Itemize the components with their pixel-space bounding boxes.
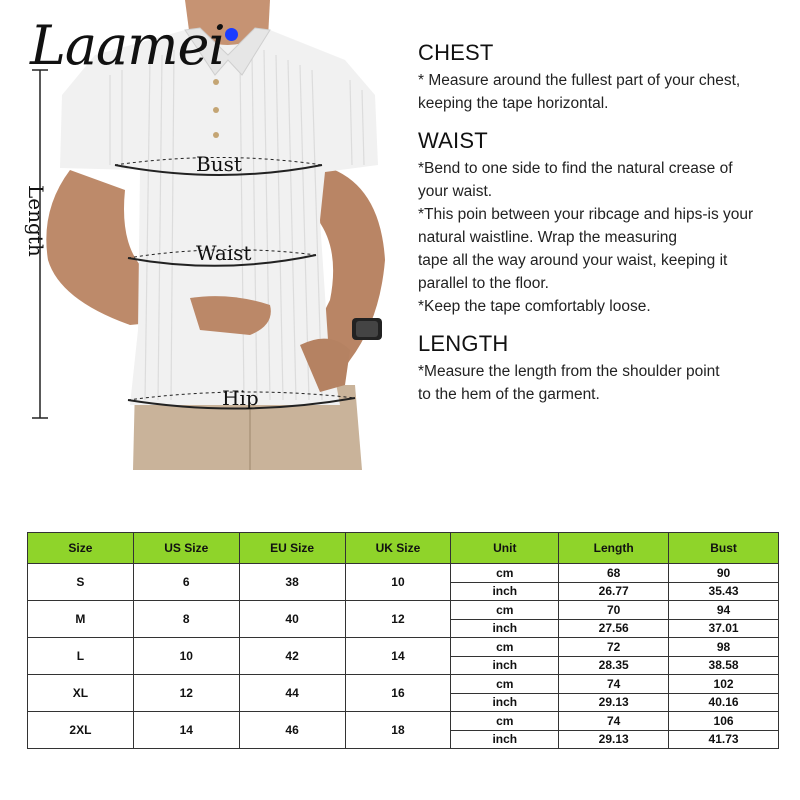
us-size-cell: 10 <box>133 638 239 675</box>
waist-label: Waist <box>196 241 252 265</box>
header-length: Length <box>559 533 669 564</box>
measurement-instructions <box>418 40 788 419</box>
eu-size-cell: 38 <box>239 564 345 601</box>
header-unit: Unit <box>451 533 559 564</box>
unit-cell: cm <box>451 601 559 620</box>
size-chart-table <box>27 532 779 749</box>
eu-size-cell: 40 <box>239 601 345 638</box>
bust-cell: 41.73 <box>669 730 779 749</box>
uk-size-cell: 14 <box>345 638 451 675</box>
waist-text <box>418 157 788 318</box>
chest-line: * Measure around the fullest part of your chest, <box>418 72 741 89</box>
unit-cell: inch <box>451 582 559 601</box>
length-cell: 74 <box>559 712 669 731</box>
size-cell: S <box>28 564 134 601</box>
header-eu-size: EU Size <box>239 533 345 564</box>
header-uk-size: UK Size <box>345 533 451 564</box>
eu-size-cell: 44 <box>239 675 345 712</box>
us-size-cell: 8 <box>133 601 239 638</box>
header-us-size: US Size <box>133 533 239 564</box>
length-cell: 68 <box>559 564 669 583</box>
bust-cell: 38.58 <box>669 656 779 675</box>
length-cell: 70 <box>559 601 669 620</box>
us-size-cell: 6 <box>133 564 239 601</box>
waist-line: your waist. <box>418 183 493 200</box>
product-photo <box>0 0 410 470</box>
header-size: Size <box>28 533 134 564</box>
bust-cell: 40.16 <box>669 693 779 712</box>
brand-logo: Laamei <box>30 14 225 77</box>
waist-line: natural waistline. Wrap the measuring <box>418 229 678 246</box>
table-row <box>28 564 779 583</box>
unit-cell: inch <box>451 730 559 749</box>
length-line: *Measure the length from the shoulder point <box>418 363 720 380</box>
length-cell: 29.13 <box>559 730 669 749</box>
size-cell: 2XL <box>28 712 134 749</box>
bust-cell: 37.01 <box>669 619 779 638</box>
bust-label: Bust <box>196 152 242 176</box>
us-size-cell: 12 <box>133 675 239 712</box>
unit-cell: inch <box>451 656 559 675</box>
table-row <box>28 675 779 694</box>
length-title: LENGTH <box>418 331 509 356</box>
length-text <box>418 360 788 406</box>
chest-text <box>418 69 788 115</box>
eu-size-cell: 42 <box>239 638 345 675</box>
table-row <box>28 638 779 657</box>
length-cell: 29.13 <box>559 693 669 712</box>
chest-section <box>418 40 788 115</box>
table-row <box>28 712 779 731</box>
waist-section <box>418 128 788 318</box>
length-cell: 72 <box>559 638 669 657</box>
uk-size-cell: 16 <box>345 675 451 712</box>
unit-cell: cm <box>451 638 559 657</box>
unit-cell: inch <box>451 693 559 712</box>
waist-line: *Keep the tape comfortably loose. <box>418 298 651 315</box>
waist-line: *This poin between your ribcage and hips-is your <box>418 206 754 223</box>
unit-cell: cm <box>451 712 559 731</box>
length-line: to the hem of the garment. <box>418 386 600 403</box>
length-cell: 26.77 <box>559 582 669 601</box>
table-row <box>28 601 779 620</box>
unit-cell: cm <box>451 564 559 583</box>
waist-line: parallel to the floor. <box>418 275 549 292</box>
chest-line: keeping the tape horizontal. <box>418 95 609 112</box>
unit-cell: inch <box>451 619 559 638</box>
us-size-cell: 14 <box>133 712 239 749</box>
bust-cell: 106 <box>669 712 779 731</box>
header-bust: Bust <box>669 533 779 564</box>
logo-dot-icon <box>225 28 238 41</box>
bust-cell: 98 <box>669 638 779 657</box>
length-cell: 28.35 <box>559 656 669 675</box>
bust-cell: 102 <box>669 675 779 694</box>
length-label: Length <box>24 185 48 257</box>
waist-title: WAIST <box>418 128 488 153</box>
uk-size-cell: 12 <box>345 601 451 638</box>
size-cell: L <box>28 638 134 675</box>
length-cell: 74 <box>559 675 669 694</box>
bust-cell: 94 <box>669 601 779 620</box>
bust-cell: 35.43 <box>669 582 779 601</box>
waist-line: *Bend to one side to find the natural crease of <box>418 160 733 177</box>
eu-size-cell: 46 <box>239 712 345 749</box>
bust-cell: 90 <box>669 564 779 583</box>
length-cell: 27.56 <box>559 619 669 638</box>
waist-line: tape all the way around your waist, keeping it <box>418 252 728 269</box>
table-header-row <box>28 533 779 564</box>
uk-size-cell: 18 <box>345 712 451 749</box>
chest-title: CHEST <box>418 40 494 65</box>
length-section <box>418 331 788 406</box>
unit-cell: cm <box>451 675 559 694</box>
hip-label: Hip <box>222 386 259 410</box>
size-cell: M <box>28 601 134 638</box>
uk-size-cell: 10 <box>345 564 451 601</box>
size-cell: XL <box>28 675 134 712</box>
